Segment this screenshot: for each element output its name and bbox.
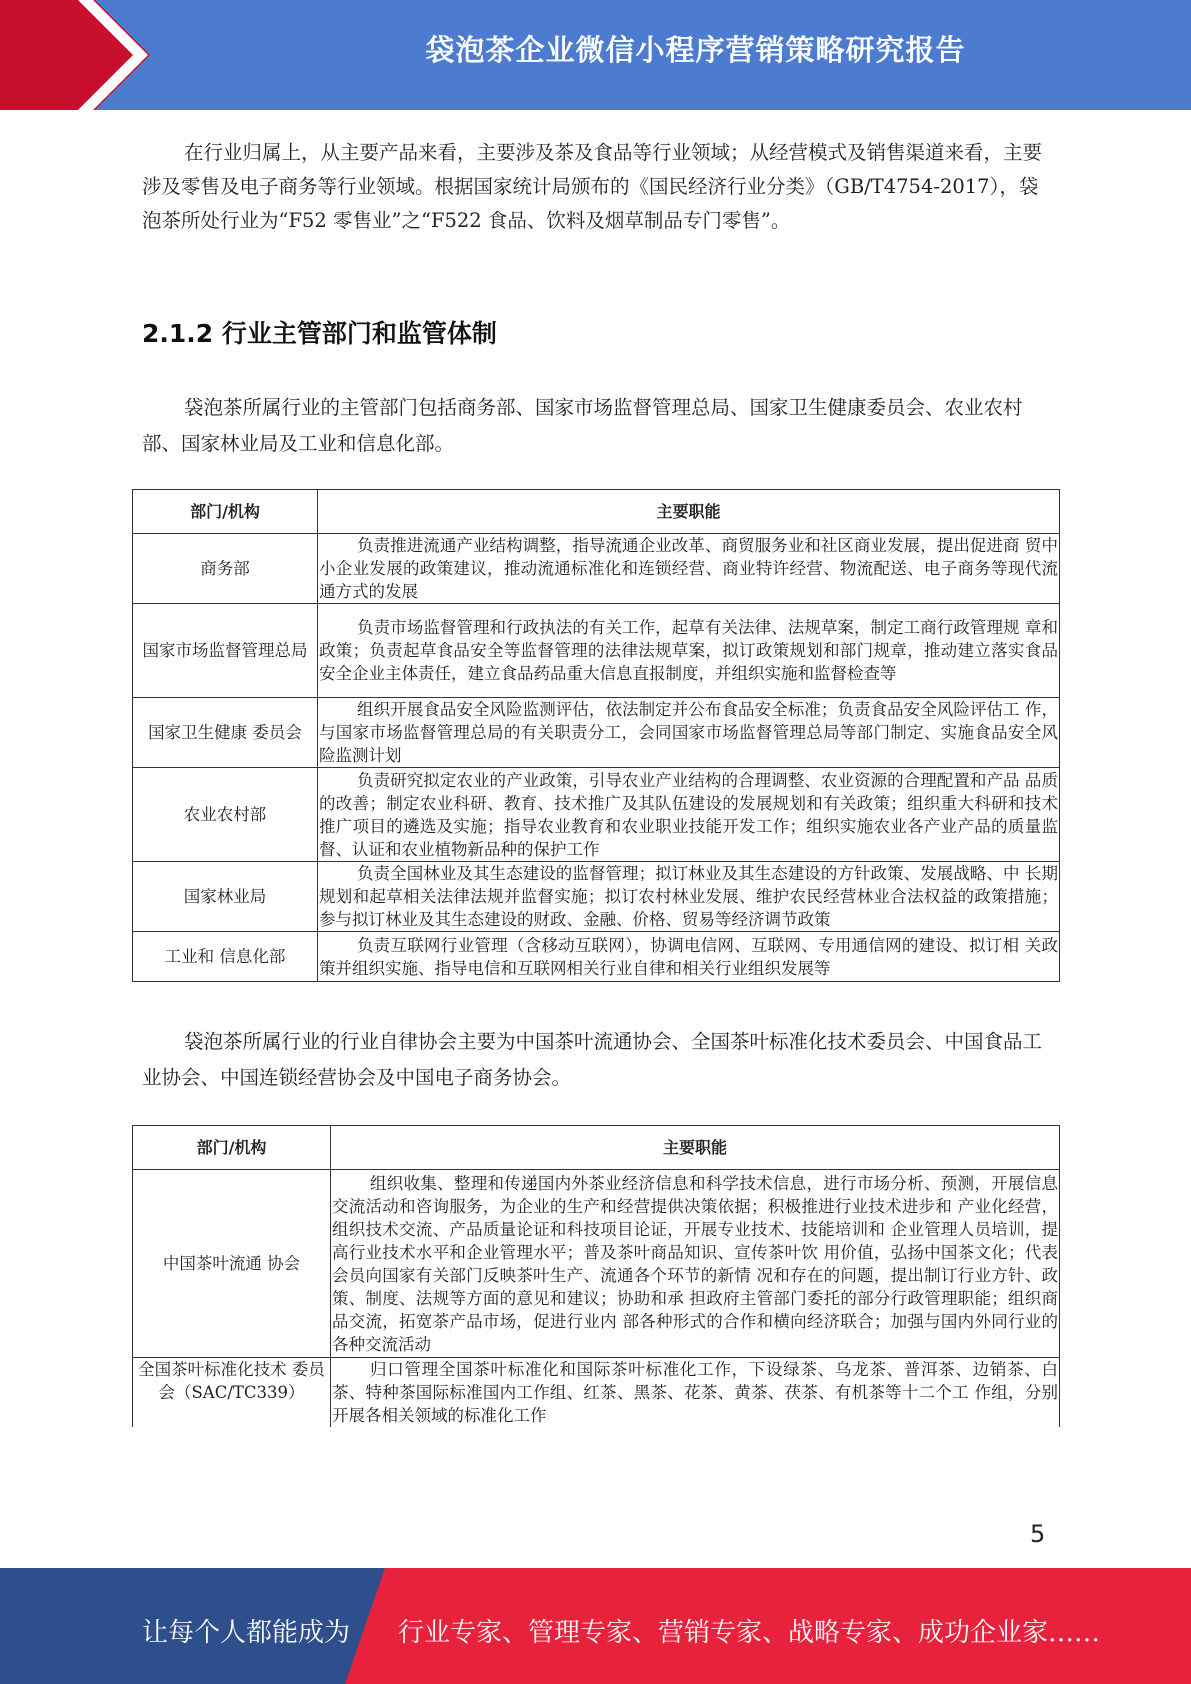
page-number: 5 [1030, 1520, 1046, 1548]
org-cell: 中国茶叶流通 协会 [133, 1170, 331, 1358]
org-cell: 国家林业局 [133, 862, 318, 932]
table-header-row [133, 490, 1060, 534]
section-heading: 2.1.2 行业主管部门和监管体制 [142, 319, 497, 348]
org-cell: 农业农村部 [133, 768, 318, 862]
table-row [133, 932, 1060, 982]
footer-slogan-left: 让每个人都能成为 [142, 1618, 351, 1648]
duty-cell: 负责研究拟定农业的产业政策，引导农业产业结构的合理调整、农业资源的合理配置和产品 品质的改善；制定农业科研、教育、技术推广及其队伍建设的发展规划和有关政策；组织重大科研和技术推广项目的遴选及实施；指导农业教育和农业职业技能开发工作；组织实施农业各产业产品的质量监督、认证和农业植物新品种的保护工作 [318, 768, 1060, 862]
table-row [133, 534, 1060, 604]
org-cell: 国家市场监督管理总局 [133, 604, 318, 698]
duty-cell: 组织开展食品安全风险监测评估，依法制定并公布食品安全标准；负责食品安全风险评估工 作，与国家市场监督管理总局的有关职责分工，会同国家市场监督管理总局等部门制定、实施食品安全风险监测计划 [318, 698, 1060, 768]
regulators-table [132, 489, 1060, 982]
table-row [133, 604, 1060, 698]
page-break-mask [120, 1427, 1080, 1457]
duty-cell: 负责推进流通产业结构调整，指导流通企业改革、商贸服务业和社区商业发展，提出促进商 贸中小企业发展的政策建议，推动流通标准化和连锁经营、商业特许经营、物流配送、电子商务等现代流通方式的发展 [318, 534, 1060, 604]
duty-cell: 负责互联网行业管理（含移动互联网），协调电信网、互联网、专用通信网的建设、拟订相 关政策并组织实施、指导电信和互联网相关行业自律和相关行业组织发展等 [318, 932, 1060, 982]
org-cell: 国家卫生健康 委员会 [133, 698, 318, 768]
header-bar [0, 0, 1191, 110]
table-row [133, 768, 1060, 862]
associations-table [132, 1125, 1060, 1430]
duty-cell: 组织收集、整理和传递国内外茶业经济信息和科学技术信息，进行市场分析、预测，开展信息交流活动和咨询服务，为企业的生产和经营提供决策依据；积极推进行业技术进步和 产业化经营，组织技术交流、产品质量论证和科技项目论证，开展专业技术、技能培训和 企业管理人员培训，提高行业技术水平和企业管理水平；普及茶叶商品知识、宣传茶叶饮 用价值，弘扬中国茶文化；代表会员向国家有关部门反映茶叶生产、流通各个环节的新情 况和存在的问题，提出制订行业方针、政策、制度、法规等方面的意见和建议；协助和承 担政府主管部门委托的部分行政管理职能；组织商品交流，拓宽茶产品市场，促进行业内 部各种形式的合作和横向经济联合；加强与国内外同行业的各种交流活动 [331, 1170, 1060, 1358]
org-cell: 商务部 [133, 534, 318, 604]
duty-cell: 负责全国林业及其生态建设的监督管理；拟订林业及其生态建设的方针政策、发展战略、中 长期规划和起草相关法律法规并监督实施；拟订农村林业发展、维护农民经营林业合法权益的政策措施；参与拟订林业及其生态建设的财政、金融、价格、贸易等经济调节政策 [318, 862, 1060, 932]
column-header-duty: 主要职能 [318, 490, 1060, 534]
intro-paragraph: 在行业归属上，从主要产品来看，主要涉及茶及食品等行业领域；从经营模式及销售渠道来看，主要涉及零售及电子商务等行业领域。根据国家统计局颁布的《国民经济行业分类》（GB/T4754-2017），袋泡茶所处行业为“F52 零售业”之“F522 食品、饮料及烟草制品专门零售”。 [142, 141, 1043, 232]
footer-slogan-right: 行业专家、管理专家、营销专家、战略专家、成功企业家…… [398, 1618, 1101, 1648]
org-cell: 工业和 信息化部 [133, 932, 318, 982]
column-header-duty: 主要职能 [331, 1126, 1060, 1170]
duty-cell: 归口管理全国茶叶标准化和国际茶叶标准化工作，下设绿茶、乌龙茶、普洱茶、边销茶、白茶、特种茶国际标准国内工作组、红茶、黑茶、花茶、黄茶、茯茶、有机茶等十二个工 作组，分别开展各相关领域的标准化工作 [331, 1358, 1060, 1430]
table-row [133, 1170, 1060, 1358]
table-row [133, 1358, 1060, 1430]
document-title: 袋泡茶企业微信小程序营销策略研究报告 [425, 33, 966, 67]
table-row [133, 862, 1060, 932]
table-header-row [133, 1126, 1060, 1170]
duty-cell: 负责市场监督管理和行政执法的有关工作，起草有关法律、法规草案，制定工商行政管理规 章和政策；负责起草食品安全等监督管理的法律法规草案，拟订政策规划和部门规章，推动建立落实食品安全企业主体责任，建立食品药品重大信息直报制度，并组织实施和监督检查等 [318, 604, 1060, 698]
column-header-org: 部门/机构 [133, 1126, 331, 1170]
org-cell: 全国茶叶标准化技术 委员会（SAC/TC339） [133, 1358, 331, 1430]
associations-paragraph: 袋泡茶所属行业的行业自律协会主要为中国茶叶流通协会、全国茶叶标准化技术委员会、中国食品工业协会、中国连锁经营协会及中国电子商务协会。 [142, 1030, 1043, 1089]
regulators-paragraph: 袋泡茶所属行业的主管部门包括商务部、国家市场监督管理总局、国家卫生健康委员会、农业农村部、国家林业局及工业和信息化部。 [142, 396, 1023, 455]
column-header-org: 部门/机构 [133, 490, 318, 534]
table-row [133, 698, 1060, 768]
